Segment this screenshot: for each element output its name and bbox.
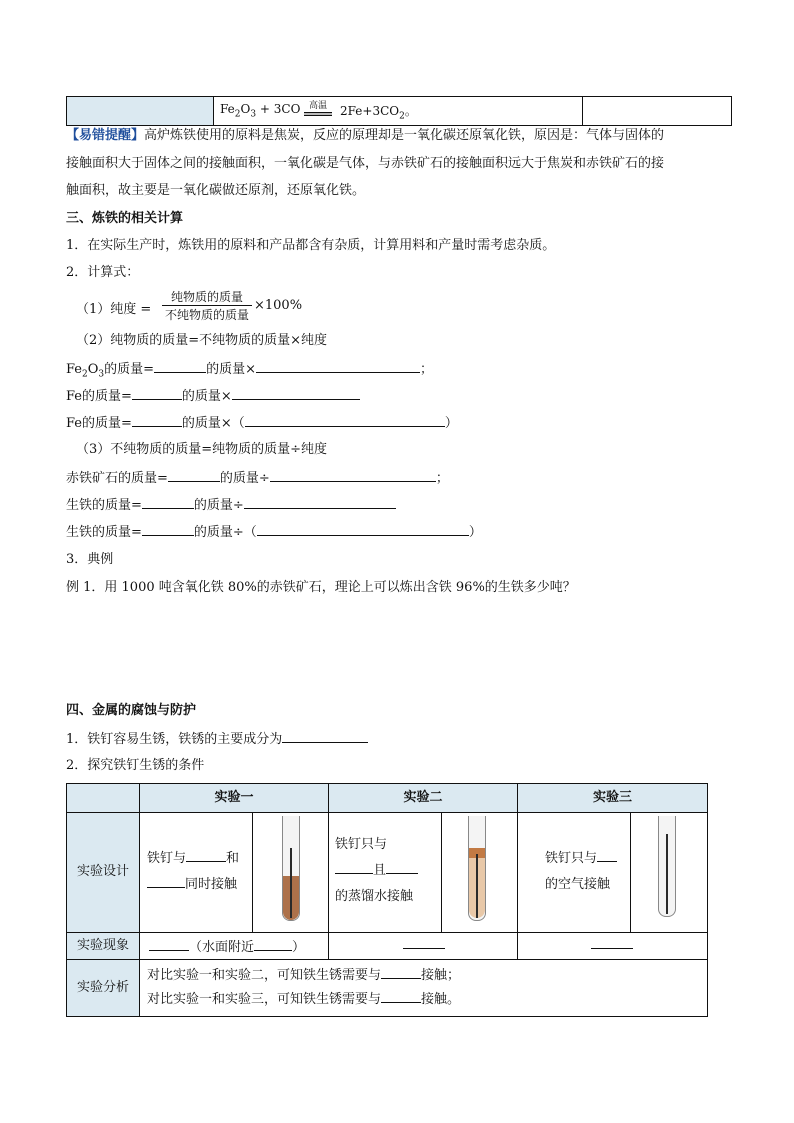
grid-line [252, 812, 253, 932]
blank[interactable] [147, 875, 185, 888]
sec3-paragraph-3: 3．典例 [66, 552, 114, 567]
tip-line-2: 接触面积大于固体之间的接触面积，一氧化碳是气体，与赤铁矿石的接触面积远大于焦炭和赤铁矿石的接 [66, 156, 665, 171]
tip-label: 【易错提醒】 [66, 128, 145, 143]
pig-iron-mass-line-1: 生铁的质量= 的质量÷ [66, 496, 396, 515]
analysis-text: 对比实验一和实验二，可知铁生锈需要与 接触； 对比实验一和实验三，可知铁生锈需要与 接触。 [147, 968, 461, 1007]
observation-1: （水面附近 ） [149, 936, 305, 955]
grid-line [67, 812, 707, 813]
blank[interactable] [232, 387, 360, 400]
blank[interactable] [254, 938, 292, 951]
purity-fraction [162, 288, 252, 323]
formula-2: （2）纯物质的质量=不纯物质的质量×纯度 [76, 333, 328, 348]
tip-line-3: 触面积，故主要是一氧化碳做还原剂，还原氧化铁。 [66, 183, 366, 198]
row-label-design: 实验设计 [67, 812, 139, 932]
experiment-1-design: 铁钉与 和 同时接触 [147, 851, 240, 892]
ironmaking-equation: $Fe_2O_3 + 3CO$ [220, 102, 301, 120]
header-experiment-1: 实验一 [140, 784, 328, 812]
grid-line [517, 784, 518, 959]
sec3-paragraph-2: 2．计算式： [66, 265, 140, 280]
test-tube-3 [658, 816, 676, 917]
experiment-table [66, 783, 708, 1017]
sec4-paragraph-2: 2．探究铁钉生锈的条件 [66, 758, 205, 773]
equation-cell [214, 97, 583, 125]
blank[interactable] [381, 990, 421, 1003]
fraction-numerator: 纯物质的质量 [170, 290, 243, 304]
sec4-paragraph-1: 1．铁钉容易生锈，铁锈的主要成分为 [66, 730, 368, 749]
blank[interactable] [245, 414, 445, 427]
fe-mass-line-1: Fe的质量= 的质量× [66, 387, 360, 406]
experiment-2-design: 铁钉只与 且 的蒸馏水接触 [335, 832, 418, 910]
blank[interactable] [597, 849, 617, 862]
formula-3: （3）不纯物质的质量=纯物质的质量÷纯度 [76, 442, 328, 457]
blank[interactable] [257, 523, 469, 536]
blank[interactable] [256, 360, 420, 373]
blank[interactable] [168, 469, 220, 482]
blank[interactable] [149, 938, 189, 951]
blank[interactable] [386, 861, 418, 874]
observation-3 [591, 936, 633, 953]
blank[interactable] [142, 523, 194, 536]
test-tube-2 [468, 816, 486, 921]
blank[interactable] [132, 414, 182, 427]
fraction-denominator: 不纯物质的质量 [164, 308, 249, 322]
row-label-observation: 实验现象 [67, 933, 139, 959]
blank[interactable] [591, 936, 633, 949]
experiment-3-design: 铁钉只与 的空气接触 [545, 846, 617, 898]
example-1: 例 1．用 1000 吨含氧化铁 80%的赤铁矿石，理论上可以炼出含铁 96%的生铁多少吨？ [66, 580, 576, 595]
blank[interactable] [186, 849, 226, 862]
reaction-condition: 高温 [304, 98, 332, 116]
blank[interactable] [154, 360, 206, 373]
hematite-mass-line: 赤铁矿石的质量= 的质量÷ ； [66, 471, 449, 486]
header-blank-cell [67, 784, 139, 812]
grid-line [441, 812, 442, 932]
blank[interactable] [142, 496, 194, 509]
section-3-title: 三、炼铁的相关计算 [66, 211, 184, 226]
equation-table-empty-cell [583, 97, 731, 125]
blank[interactable] [381, 966, 421, 979]
equation-products: $2Fe+3CO_2$。 [340, 104, 417, 122]
tip-line-1: 【易错提醒】高炉炼铁使用的原料是焦炭，反应的原理却是一氧化碳还原氧化铁，原因是：气体与固体的 [66, 128, 665, 143]
header-experiment-3: 实验三 [518, 784, 707, 812]
times-100: ×100% [254, 298, 303, 313]
pig-iron-mass-line-2: 生铁的质量= 的质量÷（ ） [66, 525, 482, 540]
equation-table [66, 96, 732, 126]
blank[interactable] [335, 861, 373, 874]
grid-line [630, 812, 631, 932]
blank[interactable] [244, 496, 396, 509]
sec3-paragraph-1: 1．在实际生产时，炼铁用的原料和产品都含有杂质，计算用料和产量时需考虑杂质。 [66, 238, 556, 253]
grid-line [67, 932, 707, 933]
grid-line [67, 959, 707, 960]
blank[interactable] [132, 387, 182, 400]
fe2o3-mass-line: $Fe_2O_3$的质量= 的质量× ； [66, 362, 433, 380]
equation-table-label-cell [67, 97, 214, 125]
test-tube-1 [282, 816, 300, 921]
observation-2 [403, 936, 445, 953]
blank[interactable] [403, 936, 445, 949]
row-label-analysis: 实验分析 [67, 960, 139, 1016]
grid-line [139, 784, 140, 1016]
section-4-title: 四、金属的腐蚀与防护 [66, 703, 197, 718]
blank[interactable] [282, 730, 368, 743]
header-experiment-2: 实验二 [329, 784, 517, 812]
fe-mass-line-2: Fe的质量= 的质量×（ ） [66, 416, 458, 431]
grid-line [328, 784, 329, 959]
blank[interactable] [270, 469, 436, 482]
purity-label: （1）纯度 = [76, 302, 152, 317]
